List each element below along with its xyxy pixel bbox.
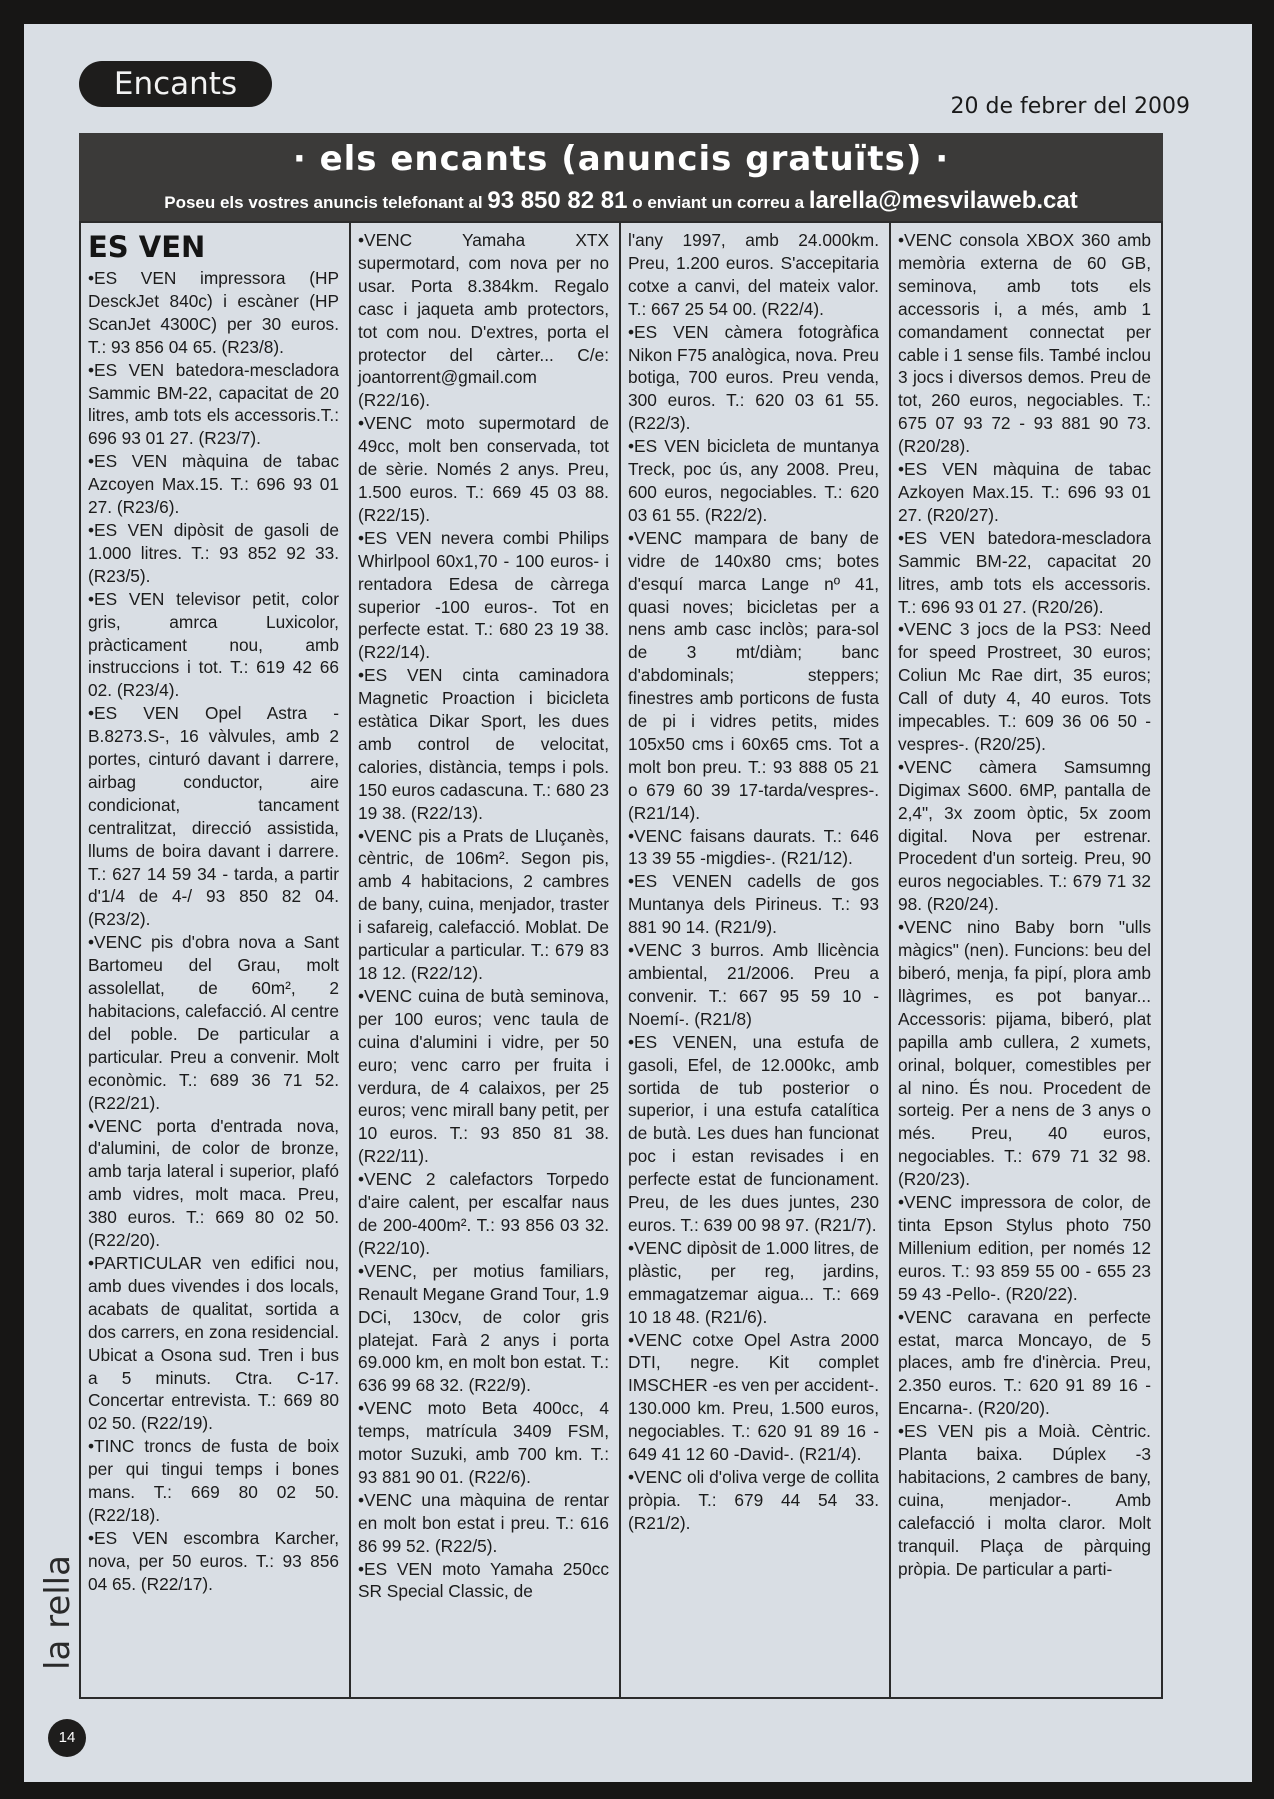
- classified-ad: •ES VEN dipòsit de gasoli de 1.000 litres. T.: 93 852 92 33. (R23/5).: [88, 519, 339, 586]
- classified-ad: •ES VEN màquina de tabac Azkoyen Max.15. T.: 696 93 01 27. (R20/27).: [898, 459, 1151, 525]
- classified-ad: •VENC 3 burros. Amb llicència ambiental, 21/2006. Preu a convenir. T.: 667 95 59 10 -Noemí-. (R21/8): [628, 940, 879, 1029]
- ads-column-3: [621, 223, 891, 1697]
- classified-ad: •ES VEN moto Yamaha 250cc SR Special Classic, de: [358, 1558, 609, 1602]
- classified-ad: •VENC consola XBOX 360 amb memòria externa de 60 GB, seminova, amb tots els accessoris i, a més, amb 1 comandament connectat per cable i 1 sense fils. També inclou 3 jocs i diversos demos. Preu de tot, 260 euros, negociables. T.: 675 07 93 72 - 93 881 90 73. (R20/28).: [898, 230, 1151, 457]
- classified-ad: •ES VEN cinta caminadora Magnetic Proaction i bicicleta estàtica Dikar Sport, les dues amb control de velocitat, calories, distància, temps i pols. 150 euros cadascuna. T.: 680 23 19 38. (R22/13).: [358, 665, 609, 823]
- classified-ad: •ES VEN pis a Moià. Cèntric. Planta baixa. Dúplex -3 habitacions, 2 cambres de bany, cuina, menjador-. Amb calefacció i molta claror. Molt tranquil. Plaça de pàrquing pròpia. De particular a parti-: [898, 1421, 1151, 1579]
- classified-ad: •PARTICULAR ven edifici nou, amb dues vivendes i dos locals, acabats de qualitat, sortida a dos carrers, en zona residencial. Ubicat a Osona sud. Tren i bus a 5 minuts. Ctra. C-17. Concertar entrevista. T.: 669 80 02 50. (R22/19).: [88, 1252, 339, 1434]
- classified-ad: •ES VEN màquina de tabac Azcoyen Max.15. T.: 696 93 01 27. (R23/6).: [88, 451, 339, 518]
- page-number: 14: [48, 1719, 86, 1757]
- classified-ad: •ES VEN càmera fotogràfica Nikon F75 analògica, nova. Preu botiga, 700 euros. Preu venda, 300 euros. T.: 620 03 61 55. (R22/3).: [628, 321, 879, 434]
- classified-ad: •VENC càmera Samsumng Digimax S600. 6MP, pantalla de 2,4", 3x zoom òptic, 5x zoom digital. Nova per estrenar. Procedent d'un sorteig. Preu, 90 euros negociables. T.: 679 71 32 98. (R20/24).: [898, 756, 1151, 915]
- classified-ad: •VENC, per motius familiars, Renault Megane Grand Tour, 1.9 DCi, 130cv, de color gris platejat. Farà 2 anys i porta 69.000 km, en molt bon estat. T.: 636 99 68 32. (R22/9).: [358, 1260, 609, 1396]
- classified-ad: •TINC troncs de fusta de boix per qui tingui temps i bones mans. T.: 669 80 02 50. (R22/18).: [88, 1436, 339, 1525]
- classified-ad: •VENC mampara de bany de vidre de 140x80 cms; botes d'esquí marca Lange nº 41, quasi noves; bicicletas per a nens amb casc inclòs; para-sol de 3 mt/diàm; banc d'abdominals; steppers; finestres amb porticons de fusta de pi i vidres petits, mides 105x50 cms i 60x65 cms. Tot a molt bon preu. T.: 93 888 05 21 o 679 60 39 17-tarda/vespres-. (R21/14).: [628, 527, 879, 823]
- section-tab: Encants: [79, 61, 272, 107]
- banner-email: larella@mesvilaweb.cat: [808, 187, 1078, 214]
- classified-ad: •VENC oli d'oliva verge de collita pròpia. T.: 679 44 54 33. (R21/2).: [628, 1466, 879, 1533]
- classified-ad: •VENC dipòsit de 1.000 litres, de plàstic, per reg, jardins, emmagatzemar aigua... T.: 669 10 18 48. (R21/6).: [628, 1237, 880, 1327]
- classified-ad: •ES VEN Opel Astra - B.8273.S-, 16 vàlvules, amb 2 portes, cinturó davant i darrere, airbag conductor, aire condicionat, tancament centralitzat, direcció assistida, llums de boira davant i darrere. T.: 627 14 59 34 - tarda, a partir d'1/4 de 4-/ 93 850 82 04. (R23/2).: [88, 703, 339, 930]
- classified-ad: •VENC moto Beta 400cc, 4 temps, matrícula 3409 FSM, motor Suzuki, amb 700 km. T.: 93 881 90 01. (R22/6).: [358, 1398, 609, 1487]
- ads-column-4: [891, 223, 1161, 1697]
- classified-ad: •ES VEN impressora (HP DesckJet 840c) i escàner (HP ScanJet 4300C) per 30 euros. T.: 93 856 04 65. (R23/8).: [88, 268, 339, 357]
- classified-ad: •ES VEN televisor petit, color gris, amrca Luxicolor, pràcticament nou, amb instruccions i tot. T.: 619 42 66 02. (R23/4).: [88, 588, 339, 701]
- classified-ad: •ES VEN bicicleta de muntanya Treck, poc ús, any 2008. Preu, 600 euros, negociables. T.: 620 03 61 55. (R22/2).: [628, 436, 879, 525]
- banner-sub-middle: o enviant un correu a: [627, 193, 809, 212]
- classified-ad: •VENC porta d'entrada nova, d'alumini, de color de bronze, amb tarja lateral i superior, plafó amb vidres, molt maca. Preu, 380 euros. T.: 669 80 02 50. (R22/20).: [88, 1115, 339, 1251]
- classified-ad: •VENC nino Baby born "ulls màgics" (nen). Funcions: beu del biberó, menja, fa pipí, plora amb llàgrimes, es pot banyar... Accessoris: pijama, biberó, plat papilla amb cullera, 2 xumets, orinal, bolquer, comestibles per al nino. És nou. Procedent de sorteig. Per a nens de 3 anys o més. Preu, 40 euros, negociables. T.: 679 71 32 98. (R20/23).: [898, 917, 1151, 1190]
- classified-ad: •VENC cotxe Opel Astra 2000 DTI, negre. Kit complet IMSCHER -es ven per accident-. 130.000 km. Preu, 1.500 euros, negociables. T.: 620 91 89 16 - 649 41 12 60 -David-. (R21/4).: [628, 1329, 879, 1465]
- classified-ad: •VENC caravana en perfecte estat, marca Moncayo, de 5 places, amb fre d'inèrcia. Preu, 2.350 euros. T.: 620 91 89 16 -Encarna-. (R20/20).: [898, 1306, 1151, 1419]
- section-heading: ES VEN: [88, 230, 206, 264]
- classified-ad: •ES VENEN, una estufa de gasoli, Efel, de 12.000kc, amb sortida de tub posterior o superior, i una estufa catalítica de butà. Les dues han funcionat poc i estan revisades i en perfecte estat de funcionament. Preu, de les dues juntes, 230 euros. T.: 639 00 98 97. (R21/7).: [628, 1031, 879, 1235]
- classified-ad: •ES VEN escombra Karcher, nova, per 50 euros. T.: 93 856 04 65. (R22/17).: [88, 1527, 339, 1594]
- ads-column-2: [351, 223, 621, 1697]
- classified-ad: •ES VEN batedora-mescladora Sammic BM-22, capacitat de 20 litres, amb tots els accessoris.T.: 696 93 01 27. (R23/7).: [88, 359, 339, 449]
- classified-ad: •VENC una màquina de rentar en molt bon estat i preu. T.: 616 86 99 52. (R22/5).: [358, 1489, 609, 1556]
- classified-ad: •VENC pis d'obra nova a Sant Bartomeu del Grau, molt assolellat, de 60m², 2 habitacions, calefacció. Al centre del poble. De particular a particular. Preu a convenir. Molt econòmic. T.: 689 36 71 52. (R22/21).: [88, 932, 339, 1113]
- banner-title: · els encants (anuncis gratuïts) ·: [292, 139, 950, 179]
- classified-ad: •VENC pis a Prats de Lluçanès, cèntric, de 106m². Segon pis, amb 4 habitacions, 2 cambres de bany, cuina, menjador, traster i safareig, calefacció. Moblat. De particular a particular. T.: 679 83 18 12. (R22/12).: [358, 825, 609, 983]
- issue-date: 20 de febrer del 2009: [950, 94, 1190, 119]
- classified-ad: •ES VEN batedora-mescladora Sammic BM-22, capacitat 20 litres, amb tots els accessoris. T.: 696 93 01 27. (R20/26).: [898, 527, 1151, 617]
- classified-ad: •VENC 2 calefactors Torpedo d'aire calent, per escalfar naus de 200-400m². T.: 93 856 03 32. (R22/10).: [358, 1169, 609, 1258]
- classified-ad: •VENC faisans daurats. T.: 646 13 39 55 -migdies-. (R21/12).: [628, 825, 879, 869]
- banner-phone: 93 850 82 81: [487, 187, 628, 214]
- classifieds-banner: [79, 133, 1163, 221]
- classified-ad: •ES VENEN cadells de gos Muntanya dels Pirineus. T.: 93 881 90 14. (R21/9).: [628, 871, 879, 938]
- classifieds-box: [79, 221, 1163, 1699]
- ads-column-1: [81, 223, 351, 1697]
- magazine-name: la rella: [38, 1555, 78, 1670]
- classified-ad: •VENC 3 jocs de la PS3: Need for speed Prostreet, 30 euros; Coliun Mc Rae dirt, 35 euros; Call of duty 4, 40 euros. Tots impecables. T.: 609 36 06 50 -vespres-. (R20/25).: [898, 619, 1151, 754]
- classified-ad: •ES VEN nevera combi Philips Whirlpool 60x1,70 - 100 euros- i rentadora Edesa de càrrega superior -100 euros-. Tot en perfecte estat. T.: 680 23 19 38. (R22/14).: [358, 527, 609, 663]
- banner-subtitle: [79, 187, 1163, 215]
- classified-ad: •VENC impressora de color, de tinta Epson Stylus photo 750 Millenium edition, per només 12 euros. T.: 93 859 55 00 - 655 23 59 43 -Pello-. (R20/22).: [898, 1192, 1151, 1304]
- classified-ad: l'any 1997, amb 24.000km. Preu, 1.200 euros. S'accepitaria cotxe a canvi, del mateix valor. T.: 667 25 54 00. (R22/4).: [628, 230, 879, 319]
- classified-ad: •VENC cuina de butà seminova, per 100 euros; venc taula de cuina d'alumini i vidre, per 50 euro; venc carro per fruita i verdura, de 4 calaixos, per 25 euros; venc mirall bany petit, per 10 euros. T.: 93 850 81 38. (R22/11).: [358, 985, 609, 1167]
- classified-ad: •VENC Yamaha XTX supermotard, com nova per no usar. Porta 8.384km. Regalo casc i jaqueta amb protectors, tot com nou. D'extres, porta el protector del càrter... C/e: joantorrent@gmail.com (R22/16).: [358, 230, 609, 411]
- banner-sub-prefix: Poseu els vostres anuncis telefonant al: [164, 193, 488, 212]
- classified-ad: •VENC moto supermotard de 49cc, molt ben conservada, tot de sèrie. Només 2 anys. Preu, 1.500 euros. T.: 669 45 03 88. (R22/15).: [358, 413, 609, 525]
